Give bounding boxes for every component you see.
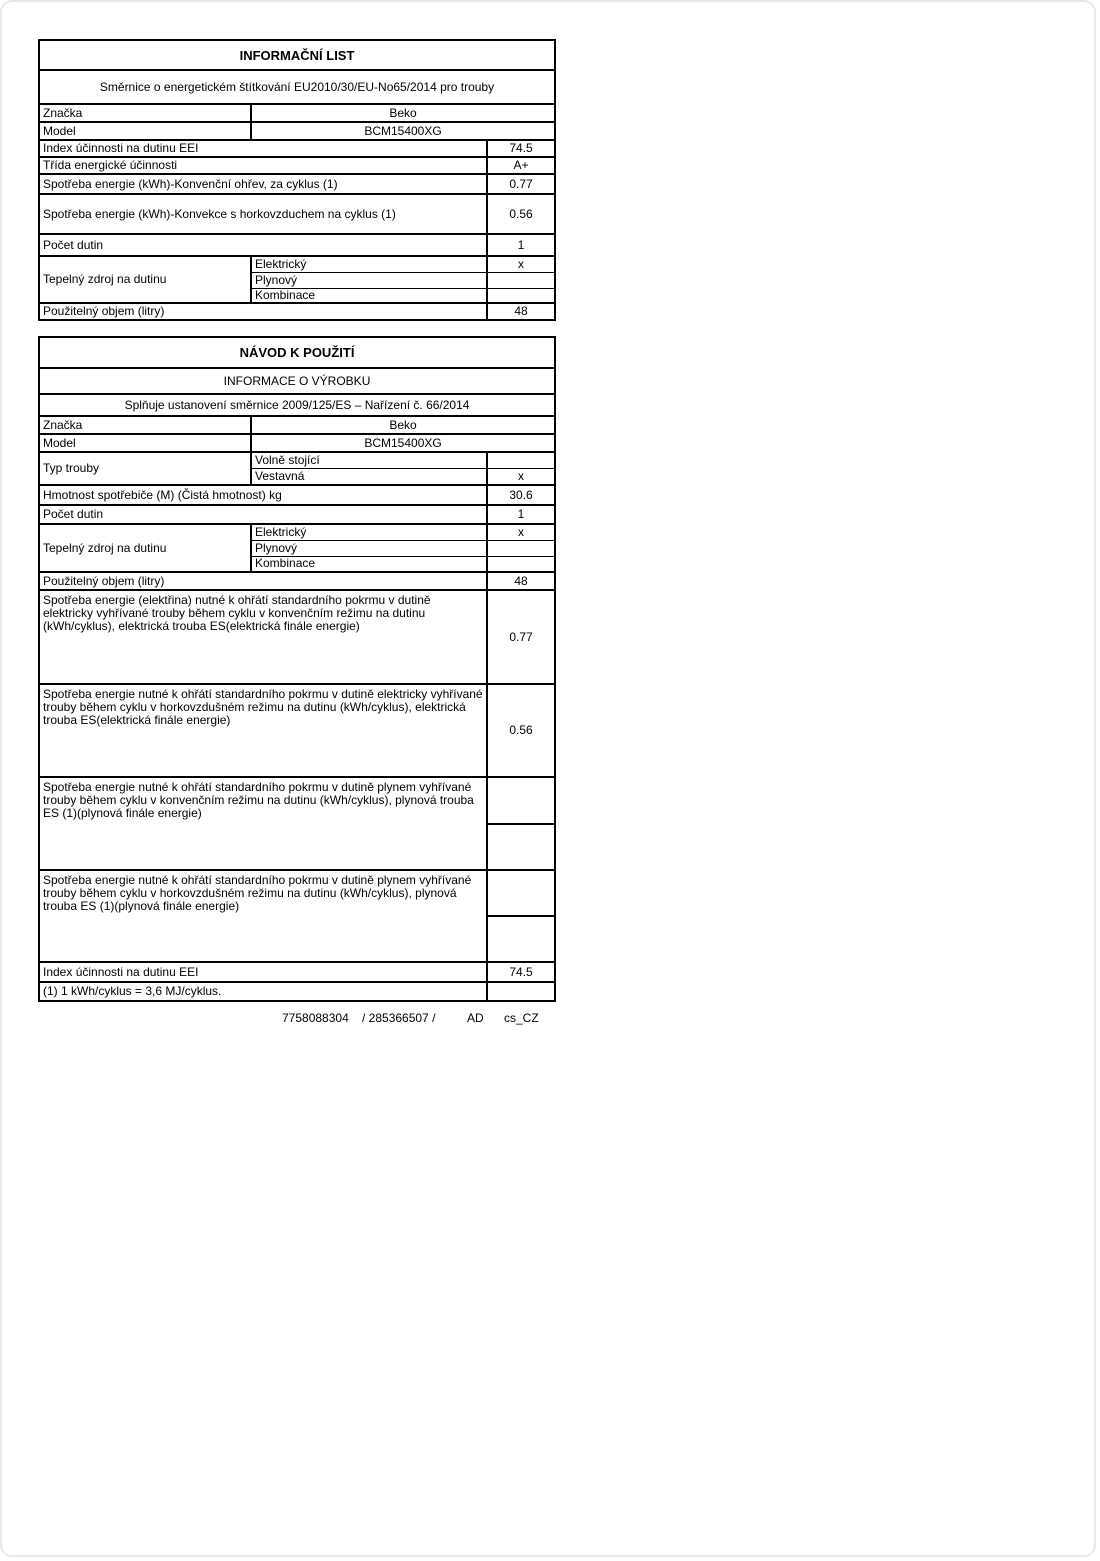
conventional-consumption-value: 0.77	[487, 174, 555, 194]
es-electric-fan-value: 0.56	[487, 684, 555, 777]
model-label: Model	[39, 122, 251, 140]
eei-label: Index účinnosti na dutinu EEI	[39, 140, 487, 157]
energy-class-label: Třída energické účinnosti	[39, 157, 487, 174]
volume-value: 48	[487, 303, 555, 320]
heat-combo-label: Kombinace	[251, 288, 487, 303]
document-code: 7758088304	[282, 1011, 349, 1025]
es-electric-conventional-value: 0.77	[487, 590, 555, 684]
manual-model-label: Model	[39, 434, 251, 452]
footnote-value	[487, 982, 555, 1001]
brand-label: Značka	[39, 104, 251, 122]
heat-gas-value	[487, 272, 555, 288]
es-gas-fan-value-1	[487, 870, 555, 916]
manual-brand-label: Značka	[39, 416, 251, 434]
manual-volume-label: Použitelný objem (litry)	[39, 572, 487, 590]
info-sheet-subtitle: Směrnice o energetickém štítkování EU2010/30/EU-No65/2014 pro trouby	[39, 70, 555, 104]
manual-eei-value: 74.5	[487, 962, 555, 982]
manual-heat-combo-label: Kombinace	[251, 556, 487, 572]
brand-value: Beko	[251, 104, 555, 122]
manual-eei-label: Index účinnosti na dutinu EEI	[39, 962, 487, 982]
es-electric-conventional-label: Spotřeba energie (elektřina) nutné k ohřátí standardního pokrmu v dutině elektricky vyhřívané trouby během cyklu v konvenčním režimu na dutinu (kWh/cyklus), elektrická trouba ES(elektrická finále energie)	[39, 590, 487, 684]
info-sheet-title: INFORMAČNÍ LIST	[39, 40, 555, 70]
oven-type-label: Typ trouby	[39, 452, 251, 485]
manual-heat-source-label: Tepelný zdroj na dutinu	[39, 524, 251, 572]
manual-heat-gas-value	[487, 540, 555, 556]
volume-label: Použitelný objem (litry)	[39, 303, 487, 320]
manual-cavities-label: Počet dutin	[39, 505, 487, 524]
info-sheet-table	[38, 39, 556, 321]
conventional-consumption-label: Spotřeba energie (kWh)-Konvenční ohřev, za cyklus (1)	[39, 174, 487, 194]
es-gas-fan-label: Spotřeba energie nutné k ohřátí standardního pokrmu v dutině plynem vyhřívané trouby během cyklu v horkovzdušném režimu na dutinu (kWh/cyklus), plynová trouba ES (1)(plynová finále energie)	[39, 870, 487, 962]
heat-source-label: Tepelný zdroj na dutinu	[39, 256, 251, 303]
es-gas-conventional-label: Spotřeba energie nutné k ohřátí standardního pokrmu v dutině plynem vyhřívané trouby během cyklu v konvenčním režimu na dutinu (kWh/cyklus), plynová trouba ES (1)(plynová finále energie)	[39, 777, 487, 870]
eei-value: 74.5	[487, 140, 555, 157]
type-freestanding-label: Volně stojící	[251, 452, 487, 468]
manual-brand-value: Beko	[251, 416, 555, 434]
manual-heat-electric-label: Elektrický	[251, 524, 487, 540]
heat-gas-label: Plynový	[251, 272, 487, 288]
cavities-value: 1	[487, 234, 555, 256]
manual-heat-combo-value	[487, 556, 555, 572]
product-info-heading: INFORMACE O VÝROBKU	[39, 368, 555, 394]
manual-table	[38, 336, 556, 1002]
type-builtin-value: x	[487, 468, 555, 485]
model-value: BCM15400XG	[251, 122, 555, 140]
locale-code: cs_CZ	[504, 1011, 539, 1025]
manual-model-value: BCM15400XG	[251, 434, 555, 452]
fan-consumption-label: Spotřeba energie (kWh)-Konvekce s horkovzduchem na cyklus (1)	[39, 194, 487, 234]
es-electric-fan-label: Spotřeba energie nutné k ohřátí standardního pokrmu v dutině elektricky vyhřívané trouby během cyklu v horkovzdušném režimu na dutinu (kWh/cyklus), elektrická trouba ES(elektrická finále energie)	[39, 684, 487, 777]
heat-combo-value	[487, 288, 555, 303]
manual-heat-electric-value: x	[487, 524, 555, 540]
footnote: (1) 1 kWh/cyklus = 3,6 MJ/cyklus.	[39, 982, 487, 1001]
regulation-text: Splňuje ustanovení směrnice 2009/125/ES – Nařízení č. 66/2014	[39, 394, 555, 416]
mass-value: 30.6	[487, 485, 555, 505]
type-freestanding-value	[487, 452, 555, 468]
document-revision: AD	[467, 1011, 484, 1025]
heat-electric-value: x	[487, 256, 555, 272]
fan-consumption-value: 0.56	[487, 194, 555, 234]
cavities-label: Počet dutin	[39, 234, 487, 256]
mass-label: Hmotnost spotřebiče (M) (Čistá hmotnost) kg	[39, 485, 487, 505]
document-code-2: / 285366507 /	[362, 1011, 436, 1025]
manual-cavities-value: 1	[487, 505, 555, 524]
es-gas-conventional-value-1	[487, 777, 555, 824]
manual-volume-value: 48	[487, 572, 555, 590]
es-gas-fan-value-2	[487, 916, 555, 962]
manual-heat-gas-label: Plynový	[251, 540, 487, 556]
manual-title: NÁVOD K POUŽITÍ	[39, 337, 555, 368]
es-gas-conventional-value-2	[487, 824, 555, 870]
heat-electric-label: Elektrický	[251, 256, 487, 272]
energy-class-value: A+	[487, 157, 555, 174]
type-builtin-label: Vestavná	[251, 468, 487, 485]
